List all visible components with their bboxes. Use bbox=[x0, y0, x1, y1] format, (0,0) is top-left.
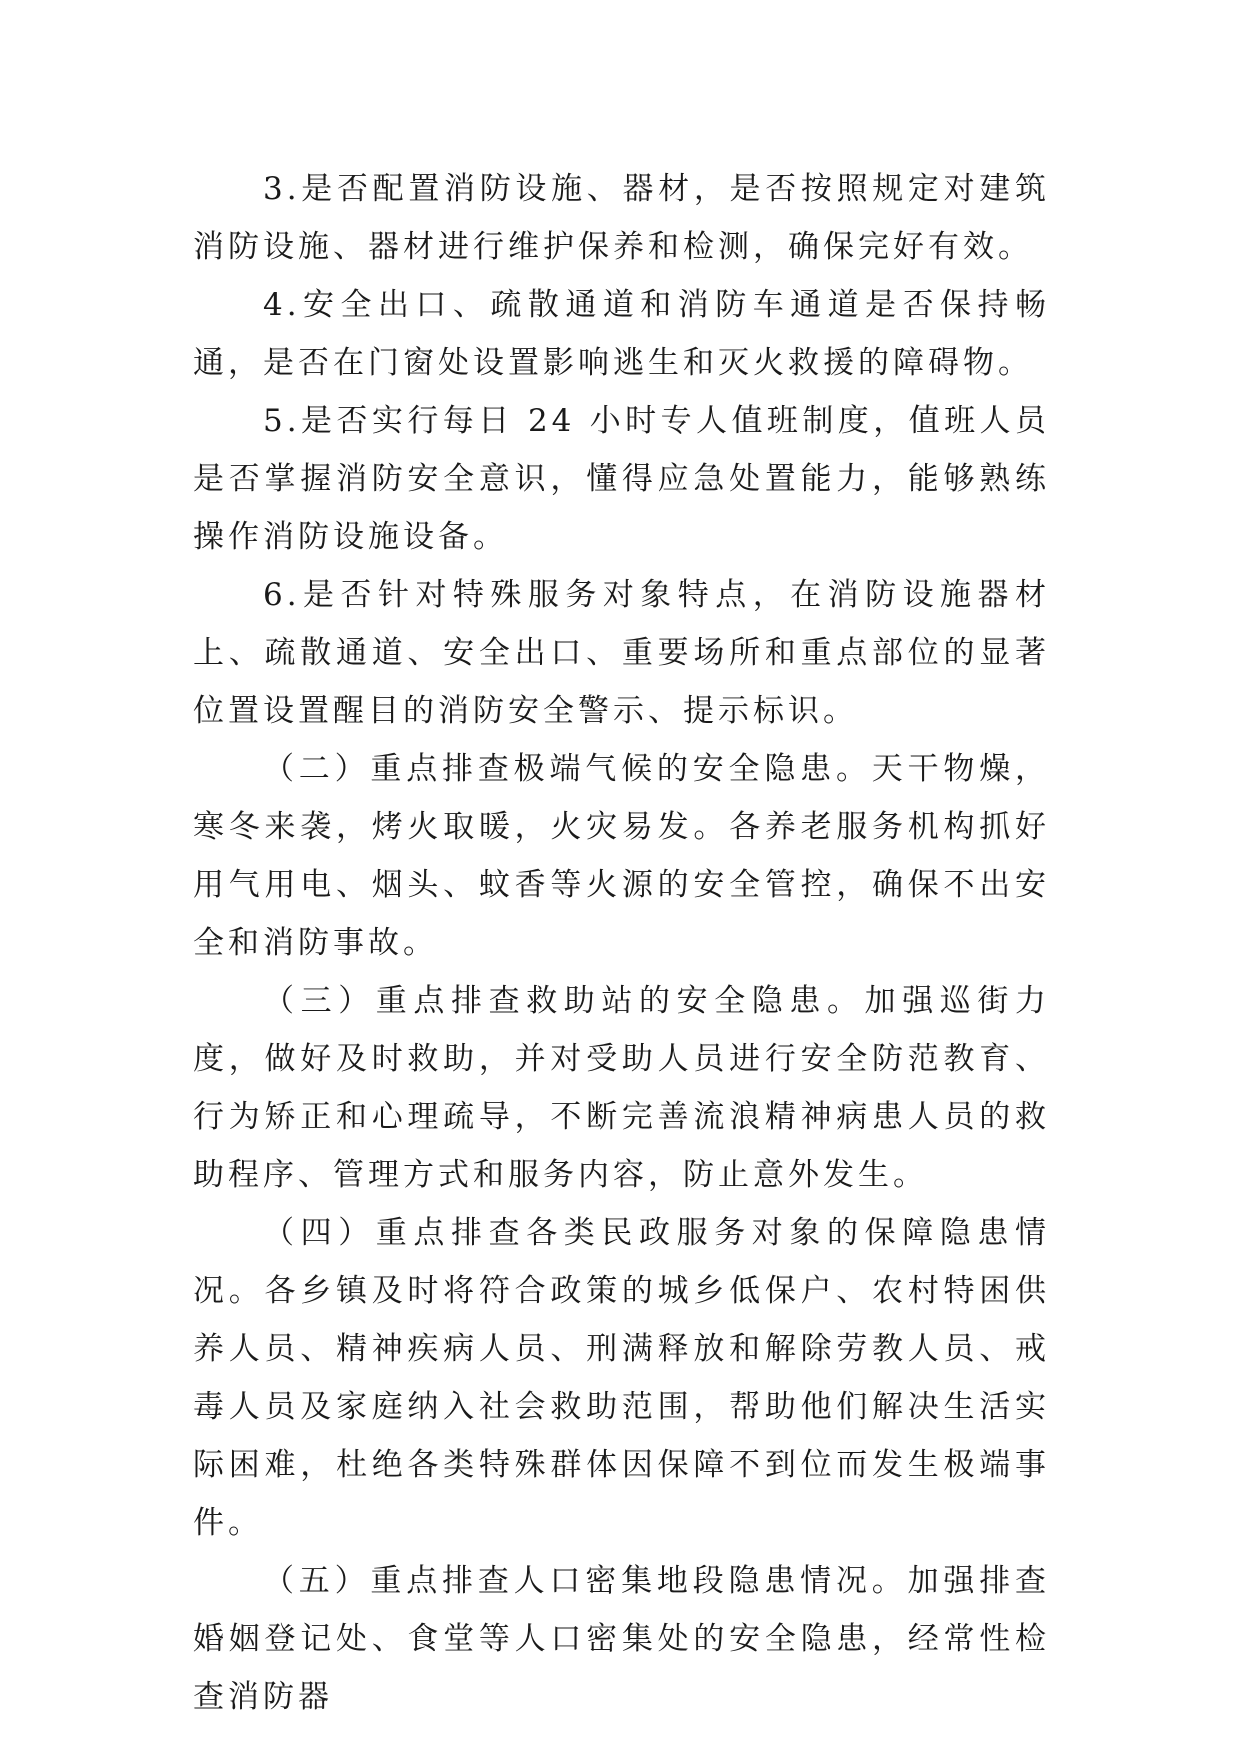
paragraph-item-4: 4.安全出口、疏散通道和消防车通道是否保持畅通，是否在门窗处设置影响逃生和灭火救援的障碍物。 bbox=[193, 287, 1050, 381]
paragraph-section-5: （五）重点排查人口密集地段隐患情况。加强排查婚姻登记处、食堂等人口密集处的安全隐患，经常性检查消防器 bbox=[193, 1563, 1050, 1715]
paragraph-item-5: 5.是否实行每日 24 小时专人值班制度，值班人员是否掌握消防安全意识，懂得应急处置能力，能够熟练操作消防设施设备。 bbox=[193, 403, 1050, 555]
paragraph-section-3: （三）重点排查救助站的安全隐患。加强巡街力度，做好及时救助，并对受助人员进行安全防范教育、行为矫正和心理疏导，不断完善流浪精神病患人员的救助程序、管理方式和服务内容，防止意外发生。 bbox=[193, 983, 1050, 1193]
paragraph-item-6: 6.是否针对特殊服务对象特点，在消防设施器材上、疏散通道、安全出口、重要场所和重点部位的显著位置设置醒目的消防安全警示、提示标识。 bbox=[193, 577, 1050, 729]
paragraph-item-3: 3.是否配置消防设施、器材，是否按照规定对建筑消防设施、器材进行维护保养和检测，确保完好有效。 bbox=[193, 171, 1050, 265]
paragraph-section-4: （四）重点排查各类民政服务对象的保障隐患情况。各乡镇及时将符合政策的城乡低保户、农村特困供养人员、精神疾病人员、刑满释放和解除劳教人员、戒毒人员及家庭纳入社会救助范围，帮助他们解决生活实际困难，杜绝各类特殊群体因保障不到位而发生极端事件。 bbox=[193, 1215, 1050, 1541]
paragraph-section-2: （二）重点排查极端气候的安全隐患。天干物燥，寒冬来袭，烤火取暖，火灾易发。各养老服务机构抓好用气用电、烟头、蚊香等火源的安全管控，确保不出安全和消防事故。 bbox=[193, 751, 1050, 961]
document-body bbox=[193, 160, 1050, 1726]
